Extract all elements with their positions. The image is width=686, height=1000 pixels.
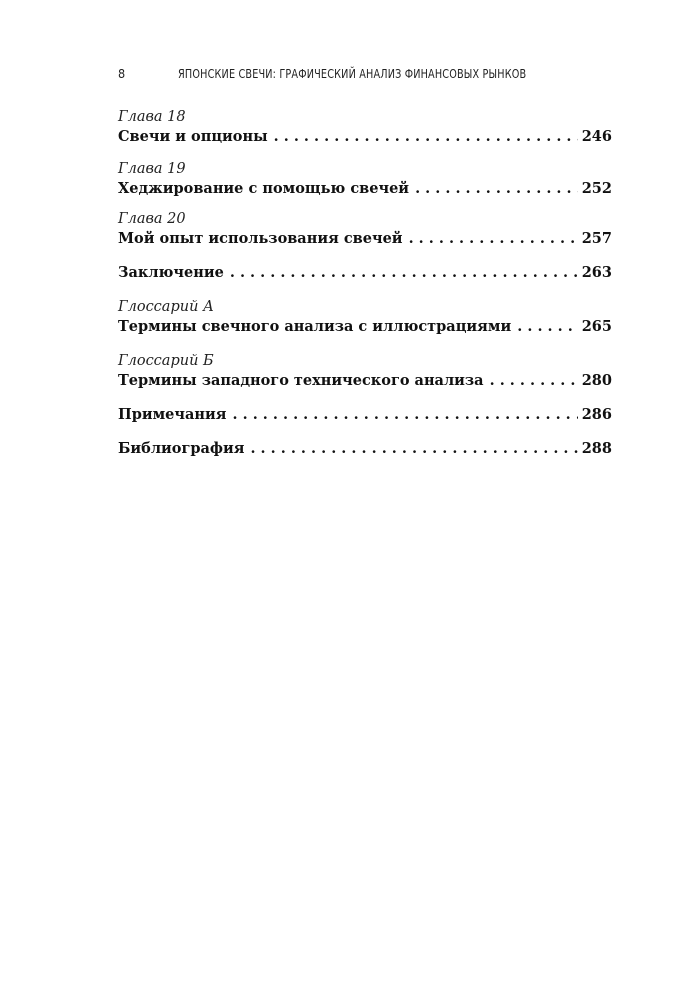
dot-leader [233,405,578,424]
toc-entry-bibliography [118,439,612,473]
toc-entry-label: Глоссарий А [118,299,214,315]
toc-entry-page: 246 [581,128,612,145]
toc-entry-line[interactable] [118,179,612,198]
dot-leader [490,371,578,390]
toc-entry-chapter-18 [118,108,612,160]
toc-entry-line[interactable] [118,127,612,146]
running-title: ЯПОНСКИЕ СВЕЧИ: ГРАФИЧЕСКИЙ АНАЛИЗ ФИНАНСОВЫХ РЫНКОВ [178,66,527,81]
toc-entry-label: Глоссарий Б [118,353,214,369]
toc-entry-line[interactable] [118,317,612,336]
toc-entry-page: 280 [581,372,612,389]
toc-entry-line[interactable] [118,439,612,458]
dot-leader [250,439,577,458]
toc-entry-page: 288 [581,440,612,457]
toc-entry-line[interactable] [118,229,612,248]
table-of-contents [118,108,612,473]
toc-entry-label: Глава 18 [118,109,186,125]
toc-entry-title: Мой опыт использования свечей [118,230,403,247]
toc-entry-title: Свечи и опционы [118,128,268,145]
toc-entry-chapter-20 [118,210,612,263]
toc-entry-page: 257 [581,230,612,247]
page-number: 8 [118,66,126,81]
toc-entry-chapter-19 [118,160,612,210]
toc-entry-notes [118,405,612,439]
dot-leader [230,263,578,282]
dot-leader [274,127,578,146]
toc-entry-title: Хеджирование с помощью свечей [118,180,410,197]
toc-entry-line[interactable] [118,405,612,424]
dot-leader [409,229,578,248]
dot-leader [517,317,577,336]
toc-entry-line[interactable] [118,371,612,390]
toc-entry-glossary-a [118,298,612,352]
toc-entry-page: 252 [581,180,612,197]
dot-leader [415,179,578,198]
running-header [118,66,614,84]
toc-entry-line[interactable] [118,263,612,282]
toc-entry-title: Примечания [118,406,227,423]
toc-entry-glossary-b [118,352,612,405]
toc-entry-title: Термины западного технического анализа [118,372,484,389]
toc-entry-page: 286 [581,406,612,423]
toc-entry-label: Глава 19 [118,161,186,177]
toc-entry-title: Заключение [118,264,224,281]
toc-entry-title: Термины свечного анализа с иллюстрациями [118,318,512,335]
toc-entry-page: 263 [581,264,612,281]
toc-entry-conclusion [118,263,612,298]
toc-entry-label: Глава 20 [118,211,186,227]
toc-entry-title: Библиография [118,440,245,457]
toc-entry-page: 265 [581,318,612,335]
